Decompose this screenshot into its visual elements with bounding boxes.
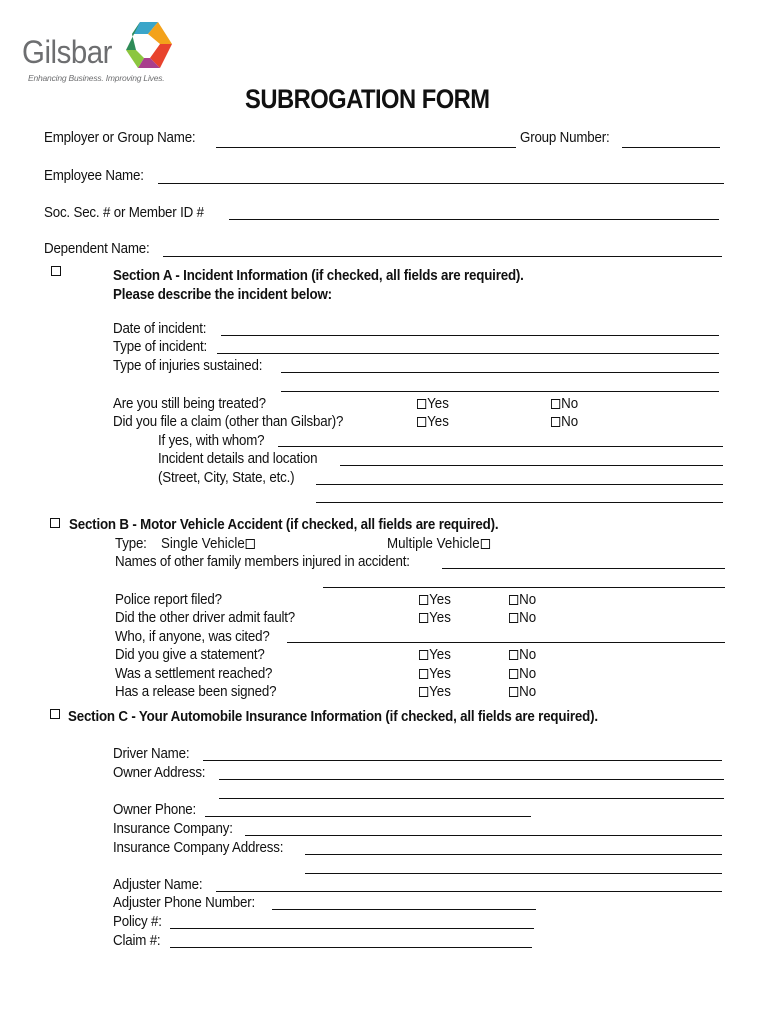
release-no-checkbox[interactable] [509,687,518,697]
type-of-incident-label: Type of incident: [113,339,208,355]
logo-wordmark: Gilsbar [22,34,113,70]
injuries-field[interactable] [281,372,719,373]
vehicle-type-label: Type: [115,536,147,552]
section-c-heading: Section C - Your Automobile Insurance Information (if checked, all fields are required). [68,709,598,725]
owner-address-field-2[interactable] [219,798,724,799]
group-number-field[interactable] [622,147,720,148]
fault-yes-checkbox[interactable] [419,613,428,623]
insurance-company-label: Insurance Company: [113,821,233,837]
driver-name-label: Driver Name: [113,746,190,762]
release-yes-option[interactable]: Yes [419,684,451,700]
section-a-subheading: Please describe the incident below: [113,287,332,303]
settlement-yes-option[interactable]: Yes [419,666,451,682]
employer-label: Employer or Group Name: [44,130,196,146]
incident-details-label: Incident details and location [158,451,318,467]
incident-address-field-2[interactable] [316,502,723,503]
police-no-option[interactable]: No [509,592,536,608]
treated-no-option[interactable]: No [551,396,578,412]
injuries-label: Type of injuries sustained: [113,358,263,374]
logo-mark-icon [118,20,176,72]
settlement-no-checkbox[interactable] [509,669,518,679]
section-a-heading: Section A - Incident Information (if checked, all fields are required). [113,268,524,284]
ssn-field[interactable] [229,219,719,220]
family-injured-label: Names of other family members injured in accident: [115,554,410,570]
multiple-vehicle-option[interactable]: Multiple Vehicle [387,536,491,552]
date-of-incident-label: Date of incident: [113,321,207,337]
release-label: Has a release been signed? [115,684,277,700]
incident-details-field[interactable] [340,465,723,466]
driver-name-field[interactable] [203,760,722,761]
multiple-vehicle-checkbox[interactable] [481,539,490,549]
section-b-heading: Section B - Motor Vehicle Accident (if checked, all fields are required). [69,517,499,533]
treated-no-checkbox[interactable] [551,399,560,409]
statement-no-checkbox[interactable] [509,650,518,660]
adjuster-phone-label: Adjuster Phone Number: [113,895,256,911]
admit-fault-label: Did the other driver admit fault? [115,610,296,626]
policy-field[interactable] [170,928,534,929]
adjuster-name-field[interactable] [216,891,722,892]
owner-address-field[interactable] [219,779,724,780]
police-report-label: Police report filed? [115,592,222,608]
incident-address-field[interactable] [316,484,723,485]
fault-yes-option[interactable]: Yes [419,610,451,626]
police-yes-option[interactable]: Yes [419,592,451,608]
claim-number-label: Claim #: [113,933,161,949]
logo-tagline: Enhancing Business. Improving Lives. [28,73,165,83]
with-whom-label: If yes, with whom? [158,433,265,449]
dependent-label: Dependent Name: [44,241,150,257]
type-of-incident-field[interactable] [217,353,719,354]
form-title: SUBROGATION FORM [245,84,490,114]
injuries-field-2[interactable] [281,391,719,392]
fault-no-checkbox[interactable] [509,613,518,623]
insurance-company-field[interactable] [245,835,722,836]
adjuster-name-label: Adjuster Name: [113,877,203,893]
single-vehicle-option[interactable]: Single Vehicle [161,536,256,552]
dependent-field[interactable] [163,256,722,257]
statement-yes-option[interactable]: Yes [419,647,451,663]
fault-no-option[interactable]: No [509,610,536,626]
insurance-address-field-2[interactable] [305,873,722,874]
claim-number-field[interactable] [170,947,532,948]
statement-yes-checkbox[interactable] [419,650,428,660]
incident-address-label: (Street, City, State, etc.) [158,470,295,486]
employee-field[interactable] [158,183,724,184]
statement-no-option[interactable]: No [509,647,536,663]
group-number-label: Group Number: [520,130,610,146]
police-no-checkbox[interactable] [509,595,518,605]
cited-label: Who, if anyone, was cited? [115,629,270,645]
police-yes-checkbox[interactable] [419,595,428,605]
section-c-checkbox[interactable] [50,709,60,719]
release-no-option[interactable]: No [509,684,536,700]
ssn-label: Soc. Sec. # or Member ID # [44,205,204,221]
with-whom-field[interactable] [278,446,723,447]
settlement-no-option[interactable]: No [509,666,536,682]
owner-phone-label: Owner Phone: [113,802,197,818]
policy-label: Policy #: [113,914,162,930]
family-injured-field-2[interactable] [323,587,725,588]
date-of-incident-field[interactable] [221,335,719,336]
claim-yes-option[interactable]: Yes [417,414,449,430]
adjuster-phone-field[interactable] [272,909,536,910]
owner-phone-field[interactable] [205,816,531,817]
treated-yes-checkbox[interactable] [417,399,426,409]
settlement-label: Was a settlement reached? [115,666,273,682]
single-vehicle-checkbox[interactable] [246,539,255,549]
employer-field[interactable] [216,147,516,148]
owner-address-label: Owner Address: [113,765,206,781]
claim-no-checkbox[interactable] [551,417,560,427]
section-b-checkbox[interactable] [50,518,60,528]
treated-label: Are you still being treated? [113,396,266,412]
settlement-yes-checkbox[interactable] [419,669,428,679]
claim-yes-checkbox[interactable] [417,417,426,427]
claim-no-option[interactable]: No [551,414,578,430]
section-a-checkbox[interactable] [51,266,61,276]
treated-yes-option[interactable]: Yes [417,396,449,412]
family-injured-field[interactable] [442,568,725,569]
claim-label: Did you file a claim (other than Gilsbar)? [113,414,344,430]
statement-label: Did you give a statement? [115,647,265,663]
cited-field[interactable] [287,642,725,643]
employee-label: Employee Name: [44,168,144,184]
release-yes-checkbox[interactable] [419,687,428,697]
insurance-address-label: Insurance Company Address: [113,840,284,856]
insurance-address-field[interactable] [305,854,722,855]
